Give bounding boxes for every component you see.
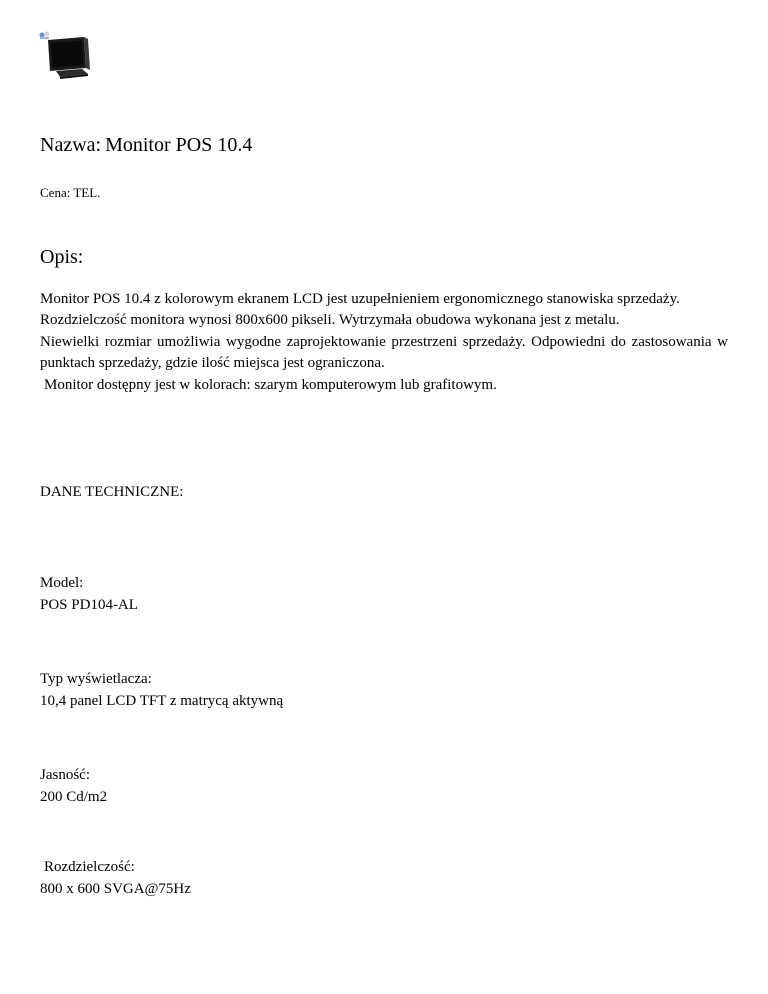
- spec-value: 10,4 panel LCD TFT z matrycą aktywną: [40, 693, 284, 709]
- spec-item-display-type: [40, 668, 283, 712]
- spec-item-brightness: [40, 764, 107, 808]
- description-paragraph: Monitor POS 10.4 z kolorowym ekranem LCD jest uzupełnieniem ergonomicznego stanowiska sprzedaży.: [40, 291, 680, 307]
- spec-value: 200 Cd/m2: [40, 789, 108, 805]
- product-title: [40, 133, 252, 157]
- description-paragraph: Rozdzielczość monitora wynosi 800x600 pikseli. Wytrzymała obudowa wykonana jest z metalu.: [40, 312, 620, 329]
- spec-item-resolution: [40, 856, 191, 900]
- product-price: Cena: TEL.: [40, 185, 101, 200]
- description-body: [40, 289, 728, 396]
- spec-label: Jasność:: [40, 767, 90, 783]
- spec-value: 800 x 600 SVGA@75Hz: [40, 881, 191, 897]
- description-paragraph: Niewielki rozmiar umożliwia wygodne zaprojektowanie przestrzeni sprzedaży. Odpowiedni do zastosowania w punktach sprzedaży, gdzie ilość miejsca jest ograniczona.: [40, 333, 728, 372]
- description-paragraph: Monitor dostępny jest w kolorach: szarym komputerowym lub grafitowym.: [44, 376, 497, 393]
- product-image: [38, 30, 94, 80]
- spec-label: Typ wyświetlacza:: [40, 671, 152, 687]
- spec-label: Model:: [40, 575, 84, 591]
- spec-item-model: [40, 572, 138, 616]
- spec-value: POS PD104-AL: [40, 597, 138, 613]
- spec-label: Rozdzielczość:: [44, 859, 135, 875]
- product-title-label: Nazwa:: [40, 134, 102, 156]
- pos-monitor-icon: [38, 30, 94, 80]
- product-title-value: Monitor POS 10.4: [105, 134, 253, 156]
- description-heading: Opis:: [40, 246, 84, 268]
- specs-heading: DANE TECHNICZNE:: [40, 484, 184, 500]
